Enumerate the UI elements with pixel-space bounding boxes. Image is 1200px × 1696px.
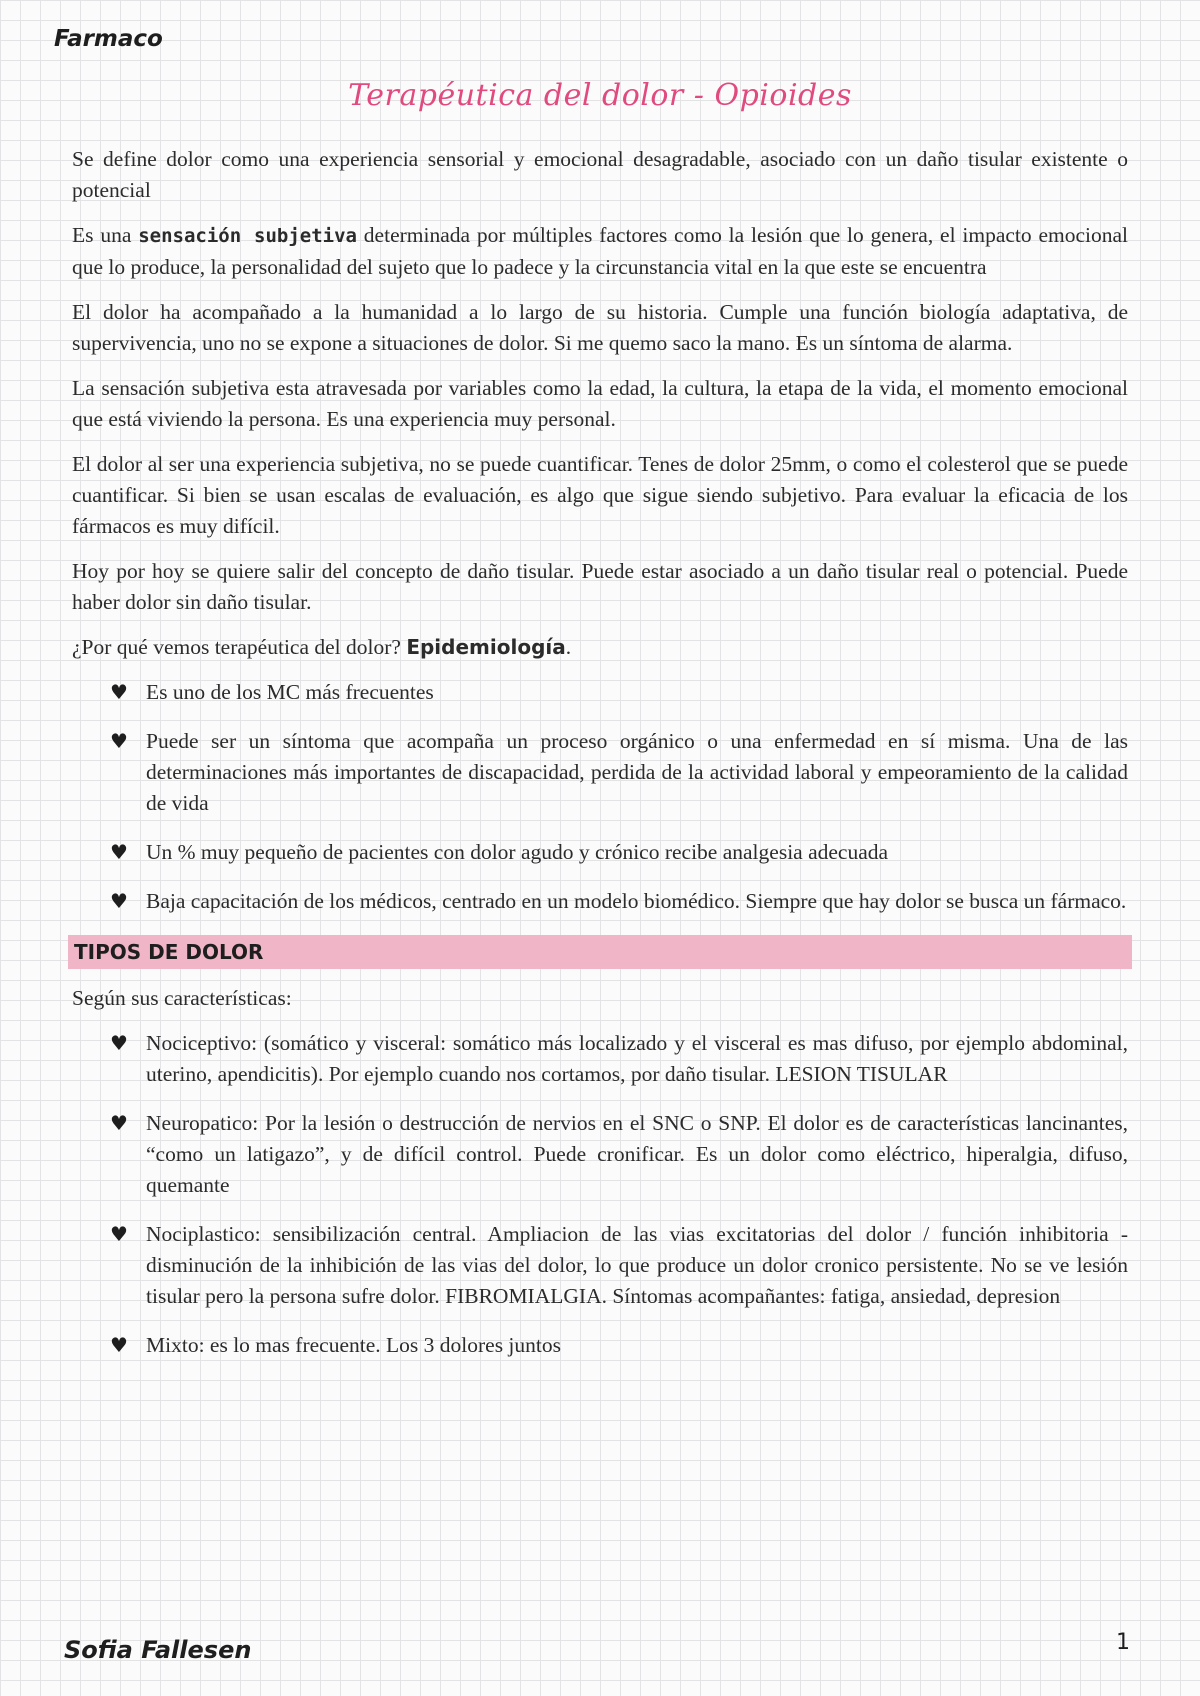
- heart-bullet-icon: ♥: [110, 840, 128, 864]
- list-item: [72, 726, 1128, 819]
- list-item: [72, 837, 1128, 868]
- footer-author: Sofia Fallesen: [64, 1636, 252, 1664]
- paragraph-variables: La sensación subjetiva esta atravesada por variables como la edad, la cultura, la etapa de la vida, el momento emocional que está viviendo la persona. Es una experiencia muy personal.: [72, 376, 1128, 431]
- list-item-text: Un % muy pequeño de pacientes con dolor agudo y crónico recibe analgesia adecuada: [146, 840, 889, 864]
- text-run: .: [565, 635, 572, 659]
- heart-bullet-icon: ♥: [110, 1222, 128, 1246]
- page-number: 1: [1116, 1630, 1130, 1655]
- section-header-tipos-de-dolor: TIPOS DE DOLOR: [68, 935, 1132, 969]
- heart-bullet-icon: ♥: [110, 1031, 128, 1055]
- paragraph-subjective: [72, 220, 1128, 283]
- heart-bullet-icon: ♥: [110, 1333, 128, 1357]
- page-title: Terapéutica del dolor - Opioides: [348, 78, 852, 113]
- epidemiology-list: [72, 677, 1128, 917]
- heart-bullet-icon: ♥: [110, 729, 128, 753]
- list-item-text: Nociceptivo: (somático y visceral: somático más localizado y el visceral es mas difuso, por ejemplo abdominal, uterino, apendicitis). Por ejemplo cuando nos cortamos, por daño tisular. LESION TISULAR: [146, 1031, 1128, 1086]
- text-run: determinada por múltiples factores como la lesión que lo genera, el impacto emocional que lo produce, la personalidad del sujeto que lo padece y la circunstancia vital en la que este se encuentra: [72, 223, 1128, 279]
- paragraph-history: El dolor ha acompañado a la humanidad a lo largo de su historia. Cumple una función biología adaptativa, de supervivencia, uno no se expone a situaciones de dolor. Si me quemo saco la mano. Es un síntoma de alarma.: [72, 300, 1128, 355]
- paragraph-tissue: Hoy por hoy se quiere salir del concepto de daño tisular. Puede estar asociado a un daño tisular real o potencial. Puede haber dolor sin daño tisular.: [72, 559, 1128, 614]
- heart-bullet-icon: ♥: [110, 889, 128, 913]
- list-item: [72, 886, 1128, 917]
- section-intro: Según sus características:: [72, 986, 292, 1010]
- header-course: Farmaco: [54, 26, 163, 52]
- heart-bullet-icon: ♥: [110, 680, 128, 704]
- text-run: ¿Por qué vemos terapéutica del dolor?: [72, 635, 407, 659]
- paragraph-why: [72, 632, 1128, 663]
- bold-term: sensación subjetiva: [138, 225, 357, 247]
- list-item: [72, 1028, 1128, 1090]
- list-item: [72, 1108, 1128, 1201]
- list-item: [72, 1330, 1128, 1361]
- list-item-text: Baja capacitación de los médicos, centrado en un modelo biomédico. Siempre que hay dolor se busca un fármaco.: [146, 889, 1127, 913]
- paragraph-definition: Se define dolor como una experiencia sensorial y emocional desagradable, asociado con un daño tisular existente o potencial: [72, 147, 1128, 202]
- list-item-text: Neuropatico: Por la lesión o destrucción de nervios en el SNC o SNP. El dolor es de características lancinantes, “como un latigazo”, y de difícil control. Puede cronificar. Es un dolor como eléctrico, hiperalgia, difuso, quemante: [146, 1111, 1128, 1197]
- heart-bullet-icon: ♥: [110, 1111, 128, 1135]
- list-item-text: Es uno de los MC más frecuentes: [146, 680, 434, 704]
- document-body: [72, 144, 1128, 1379]
- list-item-text: Puede ser un síntoma que acompaña un proceso orgánico o una enfermedad en sí misma. Una de las determinaciones más importantes de discapacidad, perdida de la actividad laboral y empeoramiento de la calidad de vida: [146, 729, 1128, 815]
- paragraph-quantify: El dolor al ser una experiencia subjetiva, no se puede cuantificar. Tenes de dolor 25mm, o como el colesterol que se puede cuantificar. Si bien se usan escalas de evaluación, es algo que sigue siendo subjetivo. Para evaluar la eficacia de los fármacos es muy difícil.: [72, 452, 1128, 538]
- bold-term: Epidemiología: [406, 635, 566, 659]
- list-item: [72, 1219, 1128, 1312]
- list-item-text: Mixto: es lo mas frecuente. Los 3 dolores juntos: [146, 1333, 561, 1357]
- text-run: Es una: [72, 223, 139, 247]
- list-item: [72, 677, 1128, 708]
- pain-types-list: [72, 1028, 1128, 1361]
- list-item-text: Nociplastico: sensibilización central. Ampliacion de las vias excitatorias del dolor / función inhibitoria - disminución de la inhibición de las vias del dolor, lo que produce un dolor cronico persistente. No se ve lesión tisular pero la persona sufre dolor. FIBROMIALGIA. Síntomas acompañantes: fatiga, ansiedad, depresion: [146, 1222, 1128, 1308]
